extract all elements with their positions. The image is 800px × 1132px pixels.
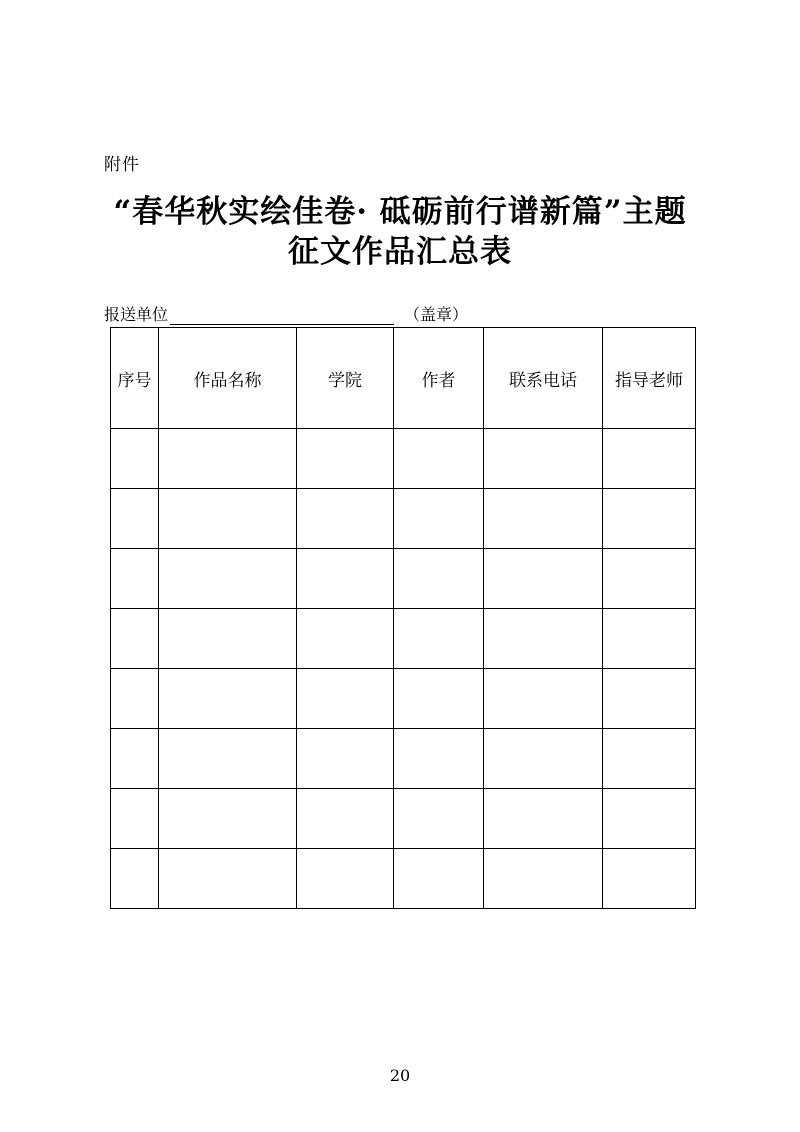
cell-phone[interactable] [484, 489, 603, 549]
cell-advisor[interactable] [603, 849, 696, 909]
cell-author[interactable] [394, 669, 484, 729]
cell-author[interactable] [394, 789, 484, 849]
submission-summary-table [110, 327, 696, 909]
cell-serial-number[interactable] [111, 609, 159, 669]
cell-college[interactable] [297, 849, 394, 909]
cell-serial-number[interactable] [111, 489, 159, 549]
cell-phone[interactable] [484, 609, 603, 669]
cell-phone[interactable] [484, 669, 603, 729]
cell-phone[interactable] [484, 549, 603, 609]
cell-college[interactable] [297, 429, 394, 489]
cell-author[interactable] [394, 549, 484, 609]
header-phone: 联系电话 [484, 328, 603, 429]
header-advisor: 指导老师 [603, 328, 696, 429]
cell-work-title[interactable] [159, 669, 297, 729]
cell-advisor[interactable] [603, 549, 696, 609]
cell-phone[interactable] [484, 729, 603, 789]
cell-serial-number[interactable] [111, 429, 159, 489]
cell-work-title[interactable] [159, 549, 297, 609]
cell-author[interactable] [394, 609, 484, 669]
table-row [111, 489, 696, 549]
cell-advisor[interactable] [603, 729, 696, 789]
table-row [111, 669, 696, 729]
table-header-row [111, 328, 696, 429]
cell-advisor[interactable] [603, 669, 696, 729]
cell-serial-number[interactable] [111, 549, 159, 609]
table-row [111, 849, 696, 909]
cell-advisor[interactable] [603, 429, 696, 489]
header-work-title: 作品名称 [159, 328, 297, 429]
sender-unit-label: 报送单位 [104, 305, 169, 324]
sender-unit-blank[interactable] [170, 306, 394, 325]
cell-work-title[interactable] [159, 849, 297, 909]
cell-college[interactable] [297, 549, 394, 609]
cell-serial-number[interactable] [111, 849, 159, 909]
cell-work-title[interactable] [159, 729, 297, 789]
cell-college[interactable] [297, 729, 394, 789]
document-title-line-1: “春华秋实绘佳卷· 砥砺前行谱新篇”主题 [113, 194, 687, 230]
cell-phone[interactable] [484, 849, 603, 909]
cell-college[interactable] [297, 489, 394, 549]
cell-work-title[interactable] [159, 429, 297, 489]
cell-college[interactable] [297, 609, 394, 669]
sender-unit-line [104, 302, 468, 325]
table-row [111, 549, 696, 609]
cell-work-title[interactable] [159, 789, 297, 849]
header-serial-number: 序号 [111, 328, 159, 429]
cell-college[interactable] [297, 789, 394, 849]
header-author: 作者 [394, 328, 484, 429]
cell-serial-number[interactable] [111, 789, 159, 849]
table-row [111, 429, 696, 489]
table-body [111, 429, 696, 909]
cell-college[interactable] [297, 669, 394, 729]
cell-work-title[interactable] [159, 609, 297, 669]
cell-serial-number[interactable] [111, 729, 159, 789]
seal-note: （盖章） [404, 305, 469, 324]
cell-serial-number[interactable] [111, 669, 159, 729]
cell-author[interactable] [394, 849, 484, 909]
cell-author[interactable] [394, 489, 484, 549]
table-row [111, 609, 696, 669]
cell-advisor[interactable] [603, 609, 696, 669]
cell-author[interactable] [394, 729, 484, 789]
cell-author[interactable] [394, 429, 484, 489]
cell-advisor[interactable] [603, 789, 696, 849]
cell-phone[interactable] [484, 429, 603, 489]
cell-work-title[interactable] [159, 489, 297, 549]
page-number: 20 [389, 1066, 411, 1085]
table-row [111, 729, 696, 789]
table-row [111, 789, 696, 849]
cell-advisor[interactable] [603, 489, 696, 549]
document-title-line-2: 征文作品汇总表 [288, 234, 512, 270]
attachment-label: 附件 [104, 155, 140, 175]
header-college: 学院 [297, 328, 394, 429]
cell-phone[interactable] [484, 789, 603, 849]
